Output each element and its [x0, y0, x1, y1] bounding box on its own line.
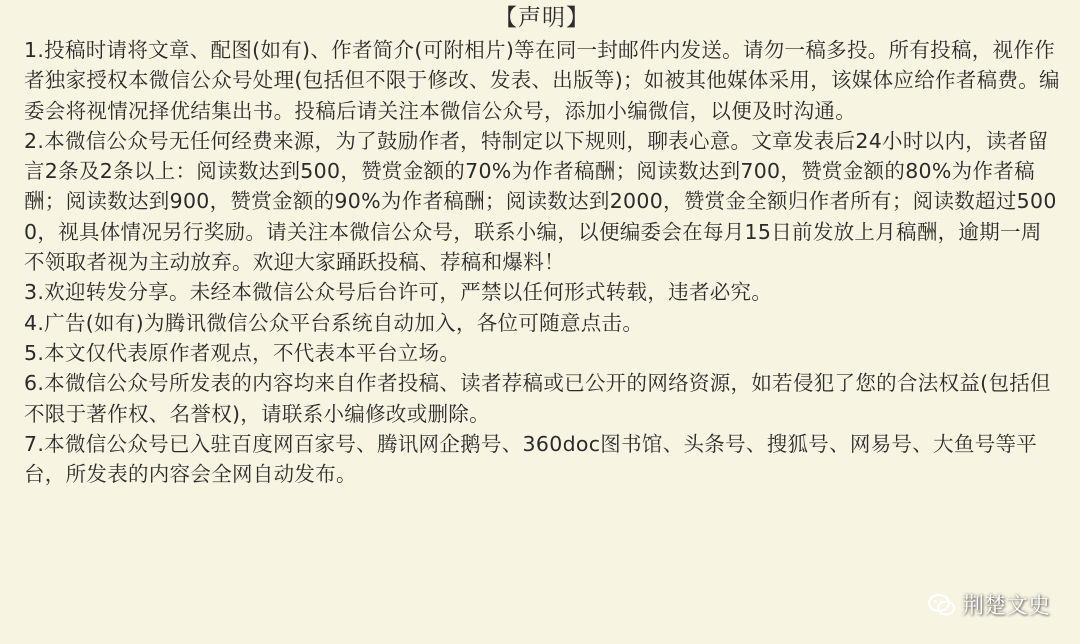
notice-paragraph-3: 3.欢迎转发分享。未经本微信公众号后台许可，严禁以任何形式转载，违者必究。 — [24, 280, 773, 305]
notice-title: 【声明】 — [494, 5, 590, 31]
wechat-icon — [928, 593, 956, 617]
notice-paragraph-4: 4.广告(如有)为腾讯微信公众平台系统自动加入，各位可随意点击。 — [24, 310, 644, 335]
notice-paragraph-6: 6.本微信公众号所发表的内容均来自作者投稿、读者荐稿或已公开的网络资源，如若侵犯了您的合法权益(包括但不限于著作权、名誉权)，请联系小编修改或删除。 — [24, 371, 1051, 426]
account-watermark — [928, 589, 1050, 620]
notice-paragraph-7: 7.本微信公众号已入驻百度网百家号、腾讯网企鹅号、360doc图书馆、头条号、搜狐号、网易号、大鱼号等平台，所发表的内容会全网自动发布。 — [24, 431, 1038, 487]
notice-paragraph-2: 2.本微信公众号无任何经费来源，为了鼓励作者，特制定以下规则，聊表心意。文章发表后24小时以内，读者留言2条及2条以上：阅读数达到500，赞赏金额的70%为作者稿酬；阅读数达到700，赞赏金额的80%为作者稿酬；阅读数达到900，赞赏金额的90%为作者稿酬；阅读数达到2000，赞赏金全额归作者所有；阅读数超过5000，视具体情况另行奖励。请关注本微信公众号，联系小编，以便编委会在每月15日前发放上月稿酬，逾期一周不领取者视为主动放弃。欢迎大家踊跃投稿、荐稿和爆料！ — [24, 128, 1057, 275]
notice-paragraph-5: 5.本文仅代表原作者观点，不代表本平台立场。 — [24, 340, 461, 365]
watermark-text: 荆楚文史 — [961, 594, 1050, 619]
notice-paragraph-1: 1.投稿时请将文章、配图(如有)、作者简介(可附相片)等在同一封邮件内发送。请勿一稿多投。所有投稿，视作作者独家授权本微信公众号处理(包括但不限于修改、发表、出版等)；如被其他媒体采用，该媒体应给作者稿费。编委会将视情况择优结集出书。投稿后请关注本微信公众号，添加小编微信，以便及时沟通。 — [24, 38, 1060, 123]
